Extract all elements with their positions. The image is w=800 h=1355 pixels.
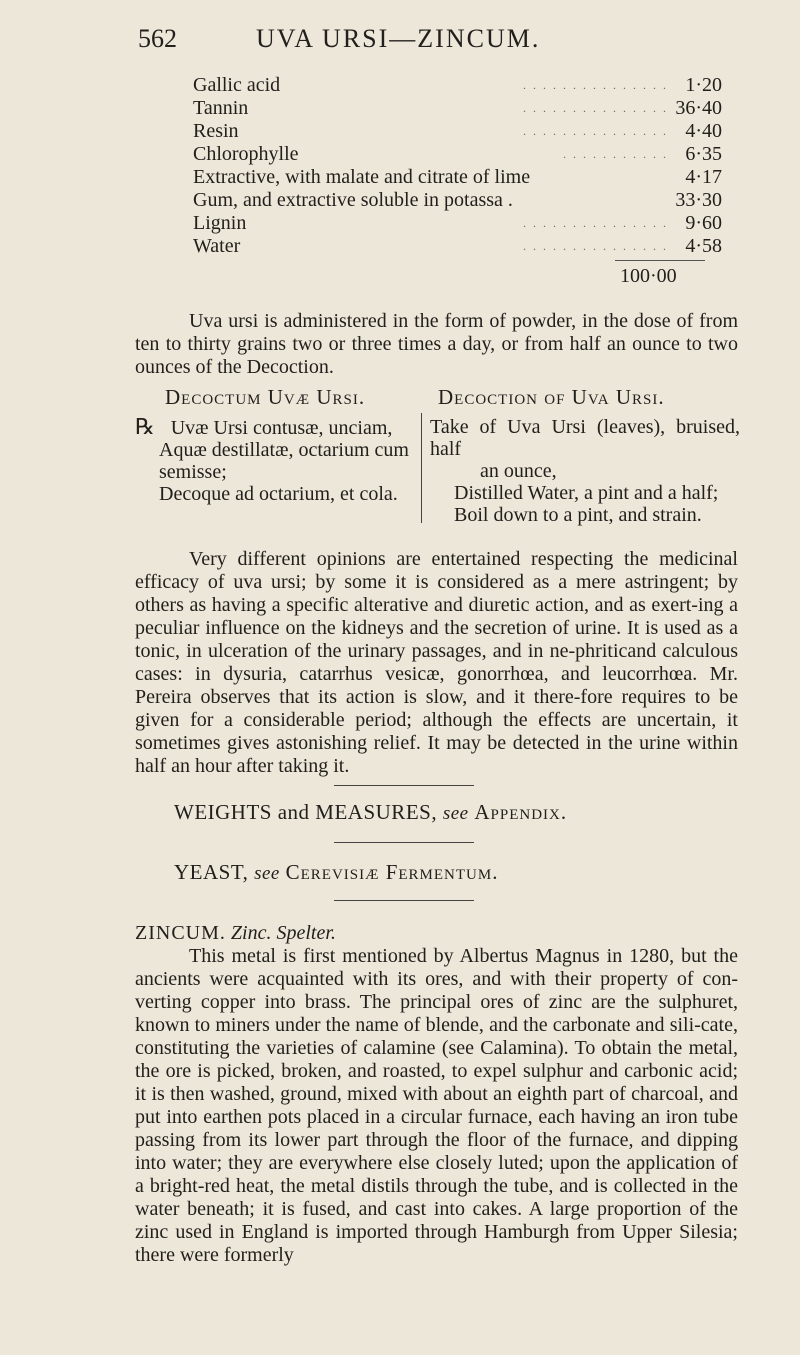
table-row — [193, 166, 738, 189]
running-title: UVA URSI—ZINCUM. — [256, 24, 541, 53]
english-formula-title: Decoction of Uva Ursi. — [438, 385, 665, 409]
row-label: Gum, and extractive soluble in potassa . — [193, 189, 513, 211]
row-value: 36·40 — [675, 97, 722, 119]
formula-line: Take of Uva Ursi (leaves), bruised, half — [430, 416, 740, 460]
table-row: . . . . . . . . . . . . . . . Tannin 36·40 — [193, 97, 722, 119]
formula-line: Decoque ad octarium, et cola. — [159, 483, 398, 505]
crossref-see: see — [254, 863, 280, 884]
formula-line: Uvæ Ursi contusæ, unciam, — [170, 417, 393, 439]
efficacy-paragraph: Very different opinions are entertained respecting the medicinal efficacy of uva ursi; by some it is considered as a mere astringent; by others as having a specific alterative and diuretic action, and as exert-ing a peculiar influence on the kidneys and the secretion of urine. It is used as a tonic, in ulceration of the urinary passages, and in ne-phriticand calculous cases: in dysuria, catarrhus vesicæ, gonorrhœa, and leucorrhœa. Mr. Pereira observes that its action is slow, and it there-fore requires to be given for a considerable period; although the effects are uncertain, it sometimes gives astonishing relief. It may be detected in the urine within half an hour after taking it. — [135, 548, 738, 777]
row-label: Resin — [193, 120, 239, 142]
crossref-term: WEIGHTS and MEASURES, — [174, 800, 438, 824]
table-row: . . . . . . . . . . . . . . . Resin 4·40 — [193, 120, 722, 142]
zincum-text: This metal is first mentioned by Albertus Magnus in 1280, but the ancients were acquainted with its ores, and with their property of con-verting copper into brass. The principal ores of zinc are the sulphuret, known to miners under the name of blende, and the carbonate and sili-cate, constituting the varieties of calamine (see Calamina). To obtain the metal, the ore is picked, broken, and roasted, to expel sulphur and carbonic acid; it is then washed, ground, mixed with about an eighth part of charcoal, and put into earthen pots placed in a circular furnace, each having an iron tube passing from its lower part through the floor of the furnace, and dipping into water; they are everywhere else closely luted; upon the application of a bright-red heat, the metal distils through the tube, and is collected in the water beneath; it is fused, and cast into cakes. A large proportion of the zinc used in England is imported through Hamburgh from Upper Silesia; there were formerly — [135, 945, 738, 1266]
row-label: Tannin — [193, 97, 249, 119]
crossref-target: Cerevisiæ Fermentum. — [285, 860, 499, 884]
row-value: 6·35 — [685, 143, 722, 165]
dose-paragraph: Uva ursi is administered in the form of powder, in the dose of from ten to thirty grains two or three times a day, or from half an ounce to two ounces of the Decoction. — [135, 310, 738, 378]
table-row: . . . . . . . . . . . Chlorophylle 6·35 — [193, 143, 722, 165]
yeast-crossref — [174, 860, 498, 885]
crossref-see: see — [442, 803, 469, 824]
formula-line: Aquæ destillatæ, octarium cum — [159, 439, 409, 461]
formula-line: semisse; — [159, 461, 227, 483]
row-label: Chlorophylle — [193, 143, 299, 165]
entry-term: ZINCUM. — [135, 922, 226, 944]
formula-line: an ounce, — [480, 460, 557, 482]
page-header — [138, 22, 738, 56]
crossref-term: YEAST, — [174, 860, 249, 884]
table-row: . . . . . . . . . . . . . . . Water 4·58 — [193, 235, 722, 257]
row-value: 1·20 — [685, 74, 722, 96]
row-label: Water — [193, 235, 241, 257]
table-row: . . . . . . . . . . . . . . . Lignin 9·60 — [193, 212, 722, 234]
column-divider — [421, 413, 422, 523]
analysis-table — [193, 74, 738, 258]
table-row — [193, 189, 738, 212]
row-value: 9·60 — [685, 212, 722, 234]
entry-names: Zinc. Spelter. — [230, 922, 336, 944]
formula-line: Boil down to a pint, and strain. — [454, 504, 702, 526]
recipe-symbol: ℞ — [135, 414, 155, 439]
sum-rule — [615, 260, 705, 261]
section-rule — [334, 842, 474, 843]
english-formula — [430, 386, 740, 526]
row-value: 4·17 — [685, 166, 722, 188]
row-value: 4·40 — [685, 120, 722, 142]
zincum-entry — [135, 922, 738, 1267]
row-value: 4·58 — [685, 235, 722, 257]
row-value: 33·30 — [675, 189, 722, 211]
row-label: Gallic acid — [193, 74, 281, 96]
section-rule — [334, 785, 474, 786]
row-label: Lignin — [193, 212, 247, 234]
weights-crossref — [174, 800, 567, 825]
crossref-target: Appendix. — [474, 800, 568, 824]
table-total: 100·00 — [620, 265, 677, 287]
latin-formula — [135, 386, 417, 505]
table-row: . . . . . . . . . . . . . . . Gallic acid 1·20 — [193, 74, 722, 96]
section-rule — [334, 900, 474, 901]
latin-formula-title: Decoctum Uvæ Ursi. — [165, 385, 366, 409]
page-number: 562 — [138, 24, 177, 53]
formula-line: Distilled Water, a pint and a half; — [454, 482, 719, 504]
row-label: Extractive, with malate and citrate of lime — [193, 166, 531, 188]
